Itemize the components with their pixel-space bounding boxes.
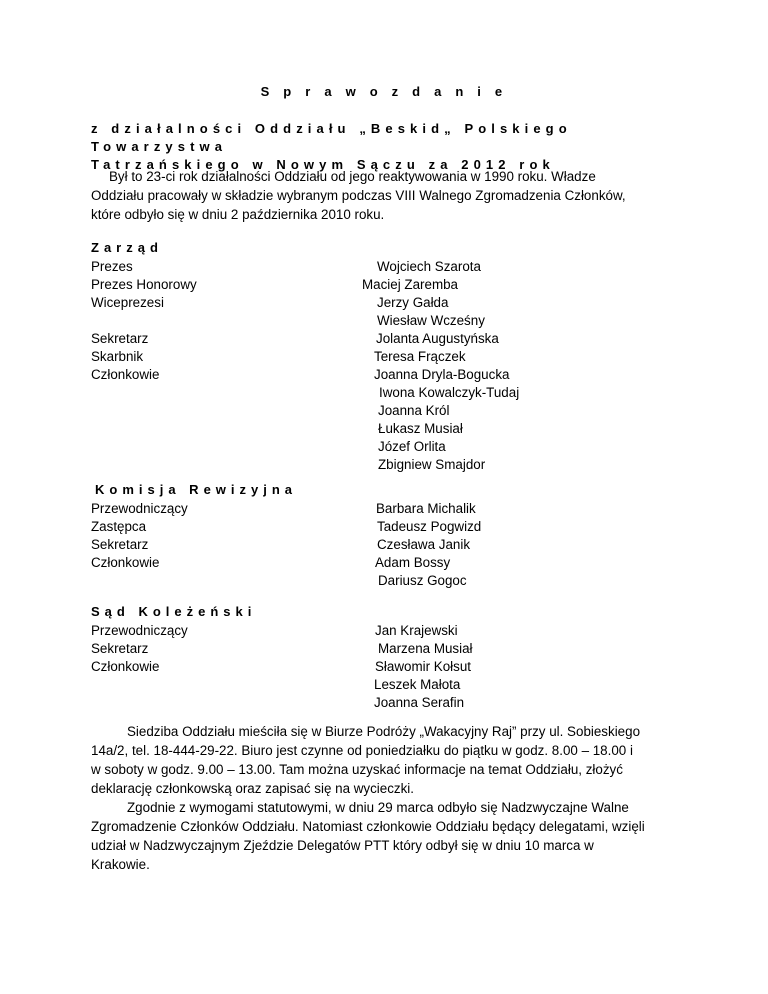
role-czlonkowie: Członkowie — [91, 659, 160, 674]
member-name: Joanna Król — [378, 403, 450, 418]
member-name: Iwona Kowalczyk-Tudaj — [379, 385, 520, 400]
member-name: Joanna Serafin — [374, 695, 465, 710]
role-czlonkowie: Członkowie — [91, 555, 160, 570]
member-name: Łukasz Musiał — [378, 421, 463, 436]
role-czlonkowie: Członkowie — [91, 367, 160, 382]
role-sekretarz: Sekretarz — [91, 537, 149, 552]
member-name: Leszek Małota — [374, 677, 461, 692]
intro-line-2: Oddziału pracowały w składzie wybranym podczas VIII Walnego Zgromadzenia Członków, — [91, 188, 626, 203]
closing-p1-line-1: Siedziba Oddziału mieściła się w Biurze Podróży „Wakacyjny Raj” przy ul. Sobieskiego — [127, 724, 641, 739]
document-subtitle — [91, 120, 711, 174]
role-prezes: Prezes — [91, 259, 133, 274]
member-name: Wiesław Wcześny — [377, 313, 485, 328]
komisja-heading: Komisja Rewizyjna — [95, 482, 298, 497]
member-name: Joanna Dryla-Bogucka — [374, 367, 510, 382]
member-name: Jerzy Gałda — [377, 295, 449, 310]
member-name: Jan Krajewski — [375, 623, 458, 638]
member-name: Barbara Michalik — [376, 501, 476, 516]
role-zastepca: Zastępca — [91, 519, 147, 534]
closing-p1-line-4: deklarację członkowską oraz zapisać się na wycieczki. — [91, 781, 414, 796]
member-name: Tadeusz Pogwizd — [377, 519, 482, 534]
member-name: Dariusz Gogoc — [378, 573, 467, 588]
closing-p1-line-3: w soboty w godz. 9.00 – 13.00. Tam można uzyskać informacje na temat Oddziału, złożyć — [91, 762, 623, 777]
document-title: S p r a w o z d a n i e — [260, 84, 508, 99]
intro-line-1: Był to 23-ci rok działalności Oddziału od jego reaktywowania w 1990 roku. Władze — [109, 169, 596, 184]
intro-line-3: które odbyło się w dniu 2 października 2010 roku. — [91, 207, 385, 222]
sad-section — [91, 604, 611, 712]
member-name: Wojciech Szarota — [377, 259, 481, 274]
role-sekretarz: Sekretarz — [91, 641, 149, 656]
role-sekretarz: Sekretarz — [91, 331, 149, 346]
member-name: Zbigniew Smajdor — [378, 457, 486, 472]
role-prezes-honorowy: Prezes Honorowy — [91, 277, 197, 292]
member-name: Sławomir Kołsut — [375, 659, 471, 674]
intro-paragraph — [91, 167, 691, 224]
member-name: Jolanta Augustyńska — [376, 331, 499, 346]
closing-p2-line-1: Zgodnie z wymogami statutowymi, w dniu 29 marca odbyło się Nadzwyczajne Walne — [127, 800, 629, 815]
role-wiceprezesi: Wiceprezesi — [91, 295, 164, 310]
closing-p2-line-3: udział w Nadzwyczajnym Zjeździe Delegatów PTT który odbył się w dniu 10 marca w — [91, 838, 594, 853]
closing-p2-line-2: Zgromadzenie Członków Oddziału. Natomiast członkowie Oddziału będący delegatami, wzięli — [91, 819, 645, 834]
member-name: Teresa Frączek — [374, 349, 466, 364]
sad-heading: Sąd Koleżeński — [91, 604, 257, 619]
member-name: Adam Bossy — [375, 555, 451, 570]
subtitle-line-2: Tatrzańskiego w Nowym Sączu za 2012 rok — [91, 157, 555, 172]
subtitle-line-1: z działalności Oddziału „Beskid„ Polskiego Towarzystwa — [91, 121, 572, 154]
closing-p2-line-4: Krakowie. — [91, 857, 150, 872]
member-name: Maciej Zaremba — [362, 277, 458, 292]
closing-p1-line-2: 14a/2, tel. 18-444-29-22. Biuro jest czynne od poniedziałku do piątku w godz. 8.00 – 18.00 i — [91, 743, 633, 758]
member-name: Czesława Janik — [377, 537, 471, 552]
zarzad-heading: Zarząd — [91, 240, 163, 255]
member-name: Józef Orlita — [378, 439, 446, 454]
closing-paragraphs — [91, 722, 691, 874]
member-name: Marzena Musiał — [378, 641, 473, 656]
role-przewodniczacy: Przewodniczący — [91, 501, 188, 516]
zarzad-section — [91, 240, 611, 474]
role-skarbnik: Skarbnik — [91, 349, 144, 364]
komisja-section — [91, 482, 611, 590]
role-przewodniczacy: Przewodniczący — [91, 623, 188, 638]
